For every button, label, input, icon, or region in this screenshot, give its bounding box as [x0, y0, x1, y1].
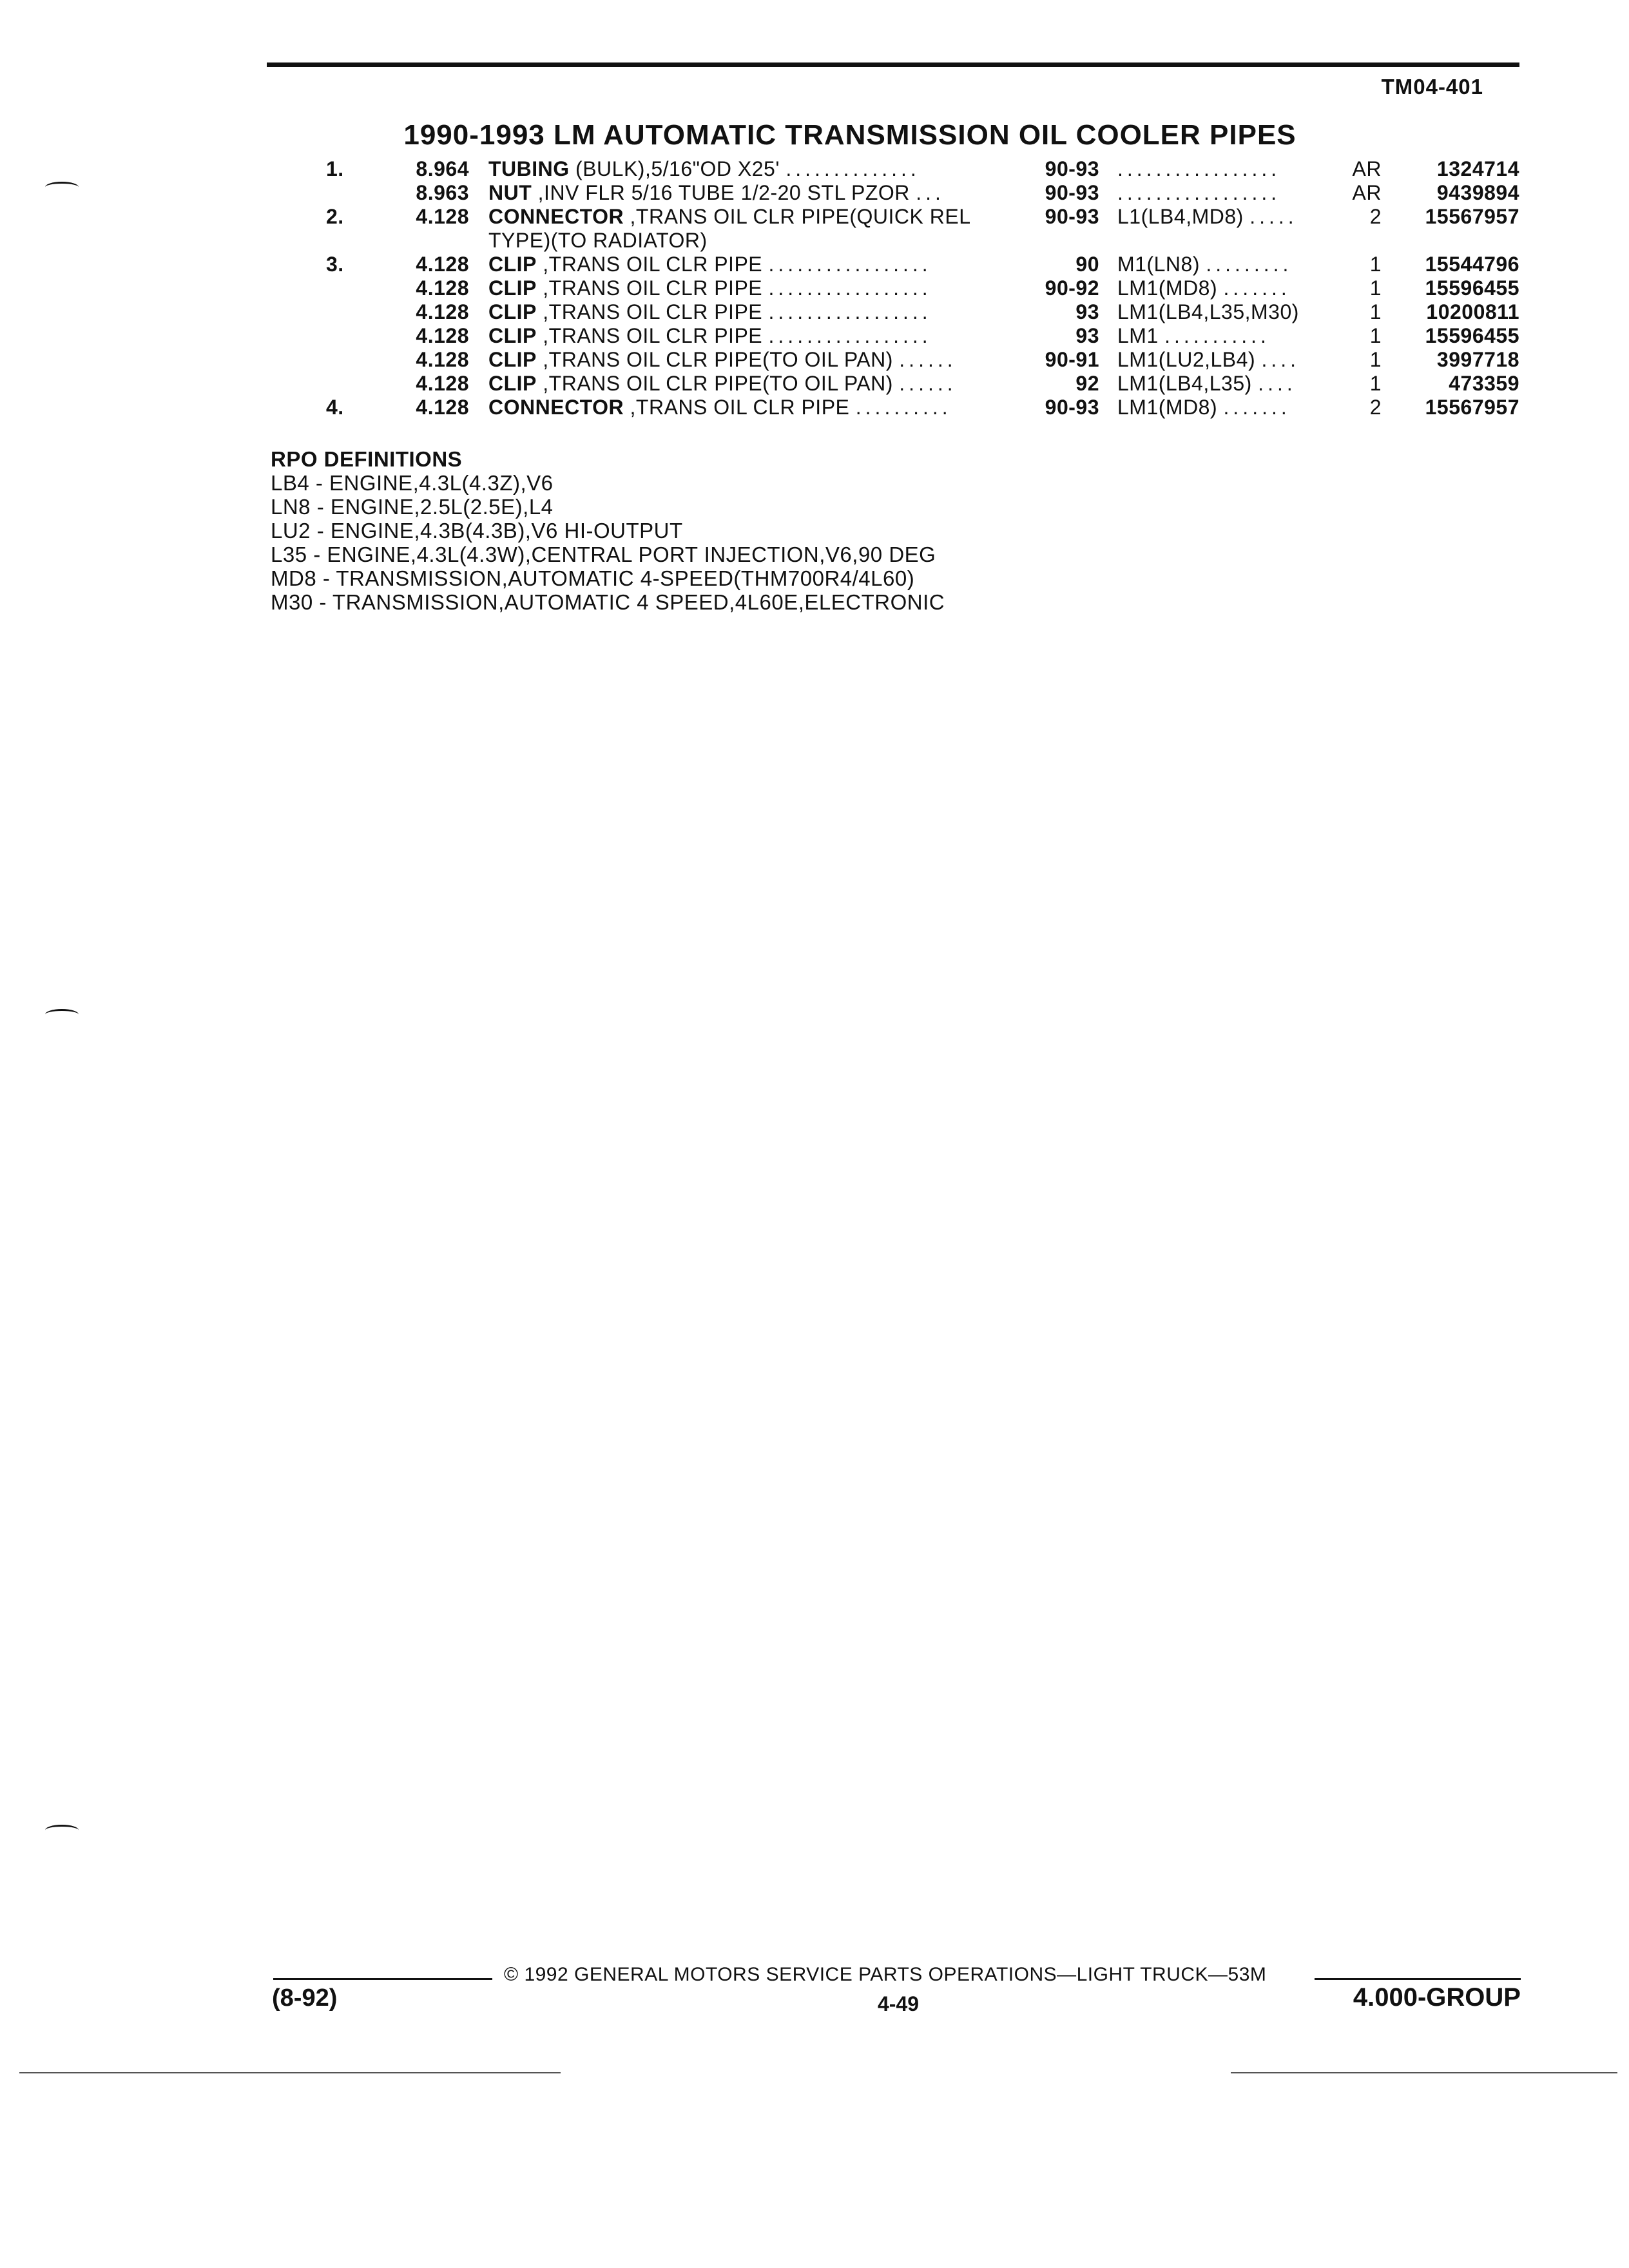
rpo-line: LB4 - ENGINE,4.3L(4.3Z),V6 — [271, 471, 554, 495]
rpo-line: L35 - ENGINE,4.3L(4.3W),CENTRAL PORT INJECTION,V6,90 DEG — [271, 543, 936, 566]
usage-code — [1117, 181, 1330, 205]
footer-rule — [1315, 1978, 1521, 1980]
parts-row — [0, 372, 1629, 396]
part-detail: ,INV FLR 5/16 TUBE 1/2-20 STL PZOR — [532, 181, 910, 204]
quantity: 2 — [1369, 205, 1382, 228]
part-number: 473359 — [1449, 372, 1519, 395]
quantity: 1 — [1369, 300, 1382, 323]
model-years: 90-93 — [1045, 396, 1099, 419]
model-years: 90-92 — [1045, 276, 1099, 300]
group-number: 4.128 — [416, 253, 469, 276]
usage-code — [1117, 205, 1330, 229]
part-description — [488, 396, 1017, 419]
part-detail: ,TRANS OIL CLR PIPE — [536, 253, 763, 276]
item-number: 3. — [326, 253, 344, 276]
parts-row — [0, 205, 1629, 229]
binder-hole-mark — [45, 1825, 79, 1836]
part-description — [488, 372, 1017, 396]
leader-dots: .......... — [855, 396, 952, 419]
usage-code — [1117, 300, 1330, 324]
item-number: 4. — [326, 396, 344, 419]
copyright-notice: © 1992 GENERAL MOTORS SERVICE PARTS OPERATIONS—LIGHT TRUCK—53M — [504, 1964, 1267, 1985]
group-number: 4.128 — [416, 276, 469, 300]
part-number: 3997718 — [1436, 348, 1519, 371]
parts-row — [0, 276, 1629, 300]
parts-row — [0, 157, 1629, 181]
quantity: AR — [1352, 157, 1382, 180]
leader-dots: ....... — [1223, 396, 1291, 419]
leader-dots: ...... — [899, 348, 957, 371]
parts-row — [0, 324, 1629, 348]
usage-code — [1117, 157, 1330, 181]
leader-dots: .... — [1261, 348, 1300, 371]
parts-row — [0, 348, 1629, 372]
page-edge-rule — [1231, 2072, 1617, 2073]
parts-row — [0, 300, 1629, 324]
page-edge-rule — [19, 2072, 561, 2073]
model-years: 92 — [1075, 372, 1099, 395]
top-rule — [267, 62, 1519, 67]
quantity: AR — [1352, 181, 1382, 204]
quantity: 1 — [1369, 348, 1382, 371]
leader-dots: ................. — [1117, 181, 1281, 204]
leader-dots: .... — [1258, 372, 1296, 395]
usage-text: LM1 — [1117, 324, 1159, 347]
part-number: 9439894 — [1436, 181, 1519, 204]
parts-row — [0, 396, 1629, 419]
group-number: 4.128 — [416, 348, 469, 371]
binder-hole-mark — [45, 182, 79, 193]
usage-text: LM1(LB4,L35) — [1117, 372, 1252, 395]
leader-dots: ..... — [1249, 205, 1298, 228]
part-number: 15596455 — [1425, 276, 1519, 300]
revision-date: (8-92) — [272, 1984, 338, 2012]
page-title: 1990-1993 LM AUTOMATIC TRANSMISSION OIL COOLER PIPES — [403, 119, 1296, 151]
part-name: CLIP — [488, 324, 537, 347]
item-number: 2. — [326, 205, 344, 228]
usage-text: LM1(LU2,LB4) — [1117, 348, 1256, 371]
part-name: CLIP — [488, 253, 537, 276]
part-description — [488, 205, 1017, 229]
binder-hole-mark — [45, 1009, 79, 1020]
part-number: 15567957 — [1425, 396, 1519, 419]
model-years: 93 — [1075, 324, 1099, 347]
document-code: TM04-401 — [1381, 75, 1483, 99]
model-years: 90 — [1075, 253, 1099, 276]
quantity: 1 — [1369, 253, 1382, 276]
rpo-definitions — [271, 447, 945, 614]
usage-code — [1117, 253, 1330, 276]
usage-text: M1(LN8) — [1117, 253, 1200, 276]
part-name: CLIP — [488, 276, 537, 300]
part-number: 1324714 — [1436, 157, 1519, 180]
leader-dots: ....... — [1223, 276, 1291, 300]
quantity: 2 — [1369, 396, 1382, 419]
part-name: CLIP — [488, 348, 537, 371]
model-years: 90-93 — [1045, 205, 1099, 228]
part-description — [488, 157, 1017, 181]
part-name: CLIP — [488, 300, 537, 323]
quantity: 1 — [1369, 276, 1382, 300]
part-description — [488, 276, 1017, 300]
part-detail: ,TRANS OIL CLR PIPE — [536, 324, 763, 347]
usage-code — [1117, 396, 1330, 419]
usage-code — [1117, 372, 1330, 396]
part-name: NUT — [488, 181, 532, 204]
part-description — [488, 181, 1017, 205]
part-detail: ,TRANS OIL CLR PIPE(TO OIL PAN) — [536, 348, 893, 371]
usage-text: LM1(MD8) — [1117, 276, 1218, 300]
leader-dots: ................. — [1117, 157, 1281, 180]
page-number: 4-49 — [878, 1992, 920, 2015]
group-number: 4.128 — [416, 205, 469, 228]
rpo-title: RPO DEFINITIONS — [271, 447, 463, 471]
usage-text: LM1(LB4,L35,M30) — [1117, 300, 1299, 323]
part-detail: ,TRANS OIL CLR PIPE(TO OIL PAN) — [536, 372, 893, 395]
part-description — [488, 324, 1017, 348]
parts-row — [0, 253, 1629, 276]
part-description — [488, 229, 1017, 253]
part-name: CONNECTOR — [488, 205, 624, 228]
parts-row — [0, 181, 1629, 205]
part-detail: ,TRANS OIL CLR PIPE — [536, 276, 763, 300]
part-detail: ,TRANS OIL CLR PIPE — [536, 300, 763, 323]
rpo-line: MD8 - TRANSMISSION,AUTOMATIC 4-SPEED(THM700R4/4L60) — [271, 566, 915, 590]
part-detail: TYPE)(TO RADIATOR) — [488, 229, 708, 252]
leader-dots: ...... — [899, 372, 957, 395]
quantity: 1 — [1369, 324, 1382, 347]
rpo-line: LU2 - ENGINE,4.3B(4.3B),V6 HI-OUTPUT — [271, 519, 683, 543]
footer-rule — [273, 1978, 492, 1980]
leader-dots: ................. — [768, 253, 932, 276]
group-number: 4.128 — [416, 396, 469, 419]
usage-text: LM1(MD8) — [1117, 396, 1218, 419]
part-number: 15544796 — [1425, 253, 1519, 276]
quantity: 1 — [1369, 372, 1382, 395]
usage-code — [1117, 348, 1330, 372]
parts-row-continuation — [0, 229, 1629, 253]
leader-dots: ................. — [768, 300, 932, 323]
rpo-line: LN8 - ENGINE,2.5L(2.5E),L4 — [271, 495, 554, 519]
rpo-line: M30 - TRANSMISSION,AUTOMATIC 4 SPEED,4L60E,ELECTRONIC — [271, 590, 945, 614]
usage-code — [1117, 324, 1330, 348]
model-years: 93 — [1075, 300, 1099, 323]
item-number: 1. — [326, 157, 344, 180]
part-name: CLIP — [488, 372, 537, 395]
group-number: 8.964 — [416, 157, 469, 180]
group-number: 4.128 — [416, 300, 469, 323]
leader-dots: .............. — [786, 157, 920, 180]
leader-dots: ... — [916, 181, 945, 204]
part-number: 15596455 — [1425, 324, 1519, 347]
part-description — [488, 253, 1017, 276]
part-number: 10200811 — [1426, 300, 1519, 323]
usage-code — [1117, 276, 1330, 300]
group-number: 4.128 — [416, 324, 469, 347]
part-detail: ,TRANS OIL CLR PIPE(QUICK REL — [624, 205, 971, 228]
part-description — [488, 348, 1017, 372]
leader-dots: ......... — [1206, 253, 1293, 276]
model-years: 90-91 — [1045, 348, 1099, 371]
group-number: 8.963 — [416, 181, 469, 204]
group-number: 4.128 — [416, 372, 469, 395]
group-label: 4.000-GROUP — [1353, 1983, 1521, 2012]
model-years: 90-93 — [1045, 157, 1099, 180]
leader-dots: ........... — [1164, 324, 1270, 347]
leader-dots: ................. — [768, 276, 932, 300]
part-name: TUBING — [488, 157, 570, 180]
leader-dots: ................. — [768, 324, 932, 347]
part-detail: (BULK),5/16"OD X25' — [569, 157, 780, 180]
part-description — [488, 300, 1017, 324]
part-detail: ,TRANS OIL CLR PIPE — [624, 396, 850, 419]
model-years: 90-93 — [1045, 181, 1099, 204]
usage-text: L1(LB4,MD8) — [1117, 205, 1244, 228]
part-name: CONNECTOR — [488, 396, 624, 419]
part-number: 15567957 — [1425, 205, 1519, 228]
